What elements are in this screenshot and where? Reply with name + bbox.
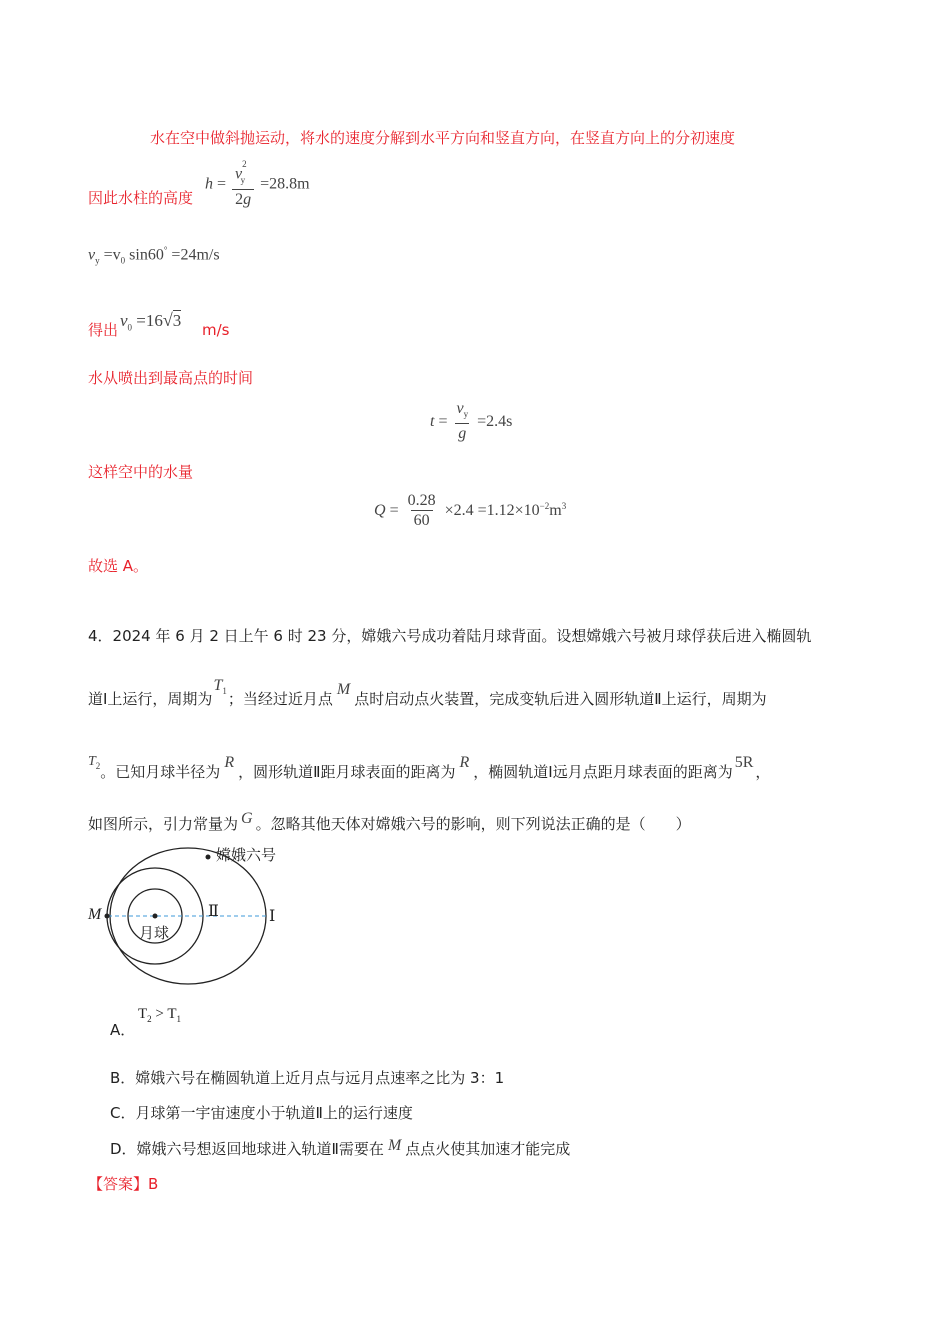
option-d-b: 点点火使其加速才能完成: [405, 1140, 571, 1158]
q-line3-c: ，椭圆轨道Ⅰ远月点距月球表面的距离为: [473, 763, 733, 781]
conclusion: 故选 A。: [88, 557, 149, 575]
label-orbit-2: Ⅱ: [208, 903, 219, 920]
vy-expr-part1: =v: [103, 246, 121, 264]
option-b: B．嫦娥六号在椭圆轨道上近月点与远月点速率之比为 3：1: [110, 1069, 505, 1087]
option-a-t2-sub: 2: [147, 1014, 152, 1024]
water-intro: 这样空中的水量: [88, 463, 194, 481]
q-line3-b: ，圆形轨道Ⅱ距月球表面的距离为: [238, 763, 456, 781]
option-d-a: D．嫦娥六号想返回地球进入轨道Ⅱ需要在: [110, 1140, 384, 1158]
q-unit-exponent: 3: [561, 500, 567, 511]
label-orbit-1: Ⅰ: [269, 908, 276, 925]
label-moon: 月球: [139, 924, 170, 942]
q-line3-a: 。已知月球半径为: [100, 763, 221, 781]
q-unit: m: [549, 502, 562, 520]
height-intro: 因此水柱的高度: [88, 189, 194, 207]
option-d: [110, 1139, 570, 1160]
option-a-t2: T: [138, 1006, 148, 1022]
question-line3: [88, 754, 771, 788]
q-line2-c: 点时启动点火装置，完成变轨后进入圆形轨道Ⅱ上运行，周期为: [354, 690, 767, 708]
q-line2-b: ；当经过近月点: [227, 690, 333, 708]
point-m-dot: [105, 914, 110, 919]
q-times: ×2.4 =1.12×10: [444, 502, 540, 520]
v0-value: =16: [136, 311, 163, 330]
q-formula: Q = $\frac{0.28}{60}$ $\times 2.4 =1.12\times 10^{-2}m^3$: [374, 492, 567, 529]
answer: 【答案】B: [88, 1175, 159, 1193]
sym-m: M: [336, 681, 351, 698]
option-c: C．月球第一宇宙速度小于轨道Ⅱ上的运行速度: [110, 1104, 413, 1122]
question-line2: [88, 677, 767, 715]
q-line3-d: ，: [755, 763, 771, 781]
vy-expr-part2: sin60: [129, 246, 164, 264]
moon-center-dot: [153, 914, 158, 919]
option-d-m: M: [387, 1137, 402, 1154]
label-m: M: [88, 906, 102, 923]
sym-5r: 5R: [734, 754, 754, 771]
question-line1: 4．2024 年 6 月 2 日上午 6 时 23 分，嫦娥六号成功着陆月球背面。设想嫦娥六号被月球俘获后进入椭圆轨: [88, 627, 812, 645]
q-exponent: −2: [539, 500, 550, 511]
question-line4: [88, 810, 691, 835]
v0-intro: 得出: [88, 321, 119, 339]
v0-unit: m/s: [202, 321, 230, 339]
v0-sqrt: 3: [172, 311, 182, 330]
q-denominator: 60: [411, 510, 433, 531]
h-result: =28.8m: [260, 175, 310, 193]
sym-t1-sub: 1: [222, 686, 227, 697]
option-a-label: A．: [110, 1021, 136, 1039]
sym-r2: R: [459, 754, 470, 771]
vy-result: =24m/s: [171, 246, 220, 264]
time-intro: 水从喷出到最高点的时间: [88, 369, 254, 387]
sym-r1: R: [224, 754, 235, 771]
vy-formula: $v_y =v_0$ sin60° =24m/s: [88, 245, 220, 266]
sym-t2-sub: 2: [95, 760, 101, 771]
q-line2-a: 道Ⅰ上运行，周期为: [88, 690, 213, 708]
label-spacecraft: 嫦娥六号: [216, 846, 277, 864]
solution-line1: 水在空中做斜抛运动，将水的速度分解到水平方向和竖直方向，在竖直方向上的分初速度: [150, 129, 736, 147]
t-formula: t = $\frac{v_y}{g}$ =2.4s: [430, 400, 513, 443]
h-formula: h = $\frac{v^2_y}{2g}$ =28.8m: [205, 159, 310, 208]
q-line4-b: 。忽略其他天体对嫦娥六号的影响，则下列说法正确的是（ ）: [255, 815, 691, 833]
option-a-t1-sub: 1: [176, 1014, 182, 1024]
option-a-expr: [138, 1006, 181, 1024]
spacecraft-dot: [206, 855, 211, 860]
sym-t1: T: [213, 677, 223, 694]
t-result: =2.4s: [477, 412, 513, 430]
v0-formula: $v_0 =16√3$: [120, 310, 182, 333]
option-a-gt: > T: [151, 1006, 177, 1022]
q-numerator: 0.28: [407, 492, 436, 509]
sym-g: G: [241, 810, 253, 827]
q-line4-a: 如图所示，引力常量为: [88, 815, 239, 833]
sym-t2: T: [88, 754, 96, 769]
